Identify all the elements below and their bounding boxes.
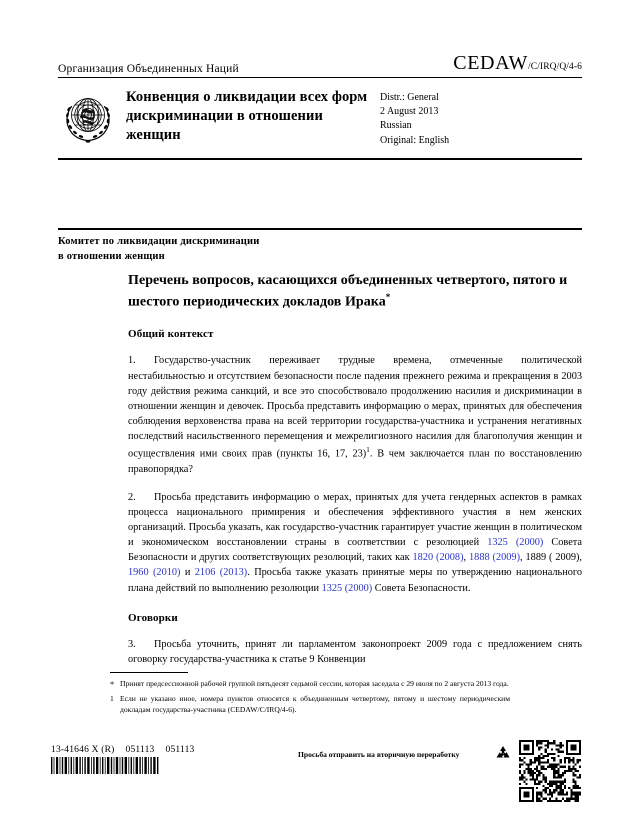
distribution-language: Russian: [380, 120, 412, 132]
masthead-rule-bottom: [58, 158, 582, 160]
footnote-marker: *: [110, 679, 115, 689]
resolution-link[interactable]: 1325 (2000): [487, 537, 544, 549]
convention-title: Конвенция о ликвидации всех форм дискриминации в отношении женщин: [126, 89, 368, 144]
footnote-list: [110, 678, 510, 718]
job-date-code-1: 051113: [125, 745, 155, 755]
page-title-text: Перечень вопросов, касающихся объединенных четвертого, пятого и шестого периодических докладов Ирака: [128, 273, 568, 310]
recycle-icon: [495, 745, 511, 761]
footnote-item: [110, 678, 510, 691]
distribution-type: Distr.: General: [380, 92, 439, 103]
job-number-suffix: X (R): [91, 745, 115, 755]
section-heading-general-context: Общий контекст: [128, 328, 214, 341]
paragraph-3: 3. Просьба уточнить, принят ли парламентом законопроект 2009 года с предложением снять оговорку государства-участника к статье 9 Конвенции: [128, 638, 582, 665]
distribution-date: 2 August 2013: [380, 106, 439, 118]
committee-name-line1: Комитет по ликвидации дискриминации: [58, 236, 260, 247]
distribution-original: Original: English: [380, 134, 450, 146]
footnote-reference[interactable]: 1: [366, 445, 370, 455]
footnote-text: Если не указано иное, номера пунктов относятся к объединенным четвертому, пятому и шестому периодическим докладам государства-участника (CEDAW/C/IRQ/4-6).: [120, 693, 510, 715]
qr-code: [519, 740, 581, 802]
document-symbol: [453, 52, 582, 75]
paragraph-number: 2.: [128, 491, 136, 503]
resolution-link[interactable]: 1325 (2000): [321, 582, 373, 594]
footnote-text: Принят предсессионной рабочей группой пятьдесят седьмой сессии, которая заседала с 29 июля по 2 августа 2013 года.: [120, 679, 509, 688]
paragraph-1: 1. Государство-участник переживает трудные времена, отмеченные политической нестабильностью и отсутствием безопасности после падения прежнего режима и прекращения в 2003 году действия режима санкций, и все это способствовало продолжению насилия и дискриминации в отношении женщин и девочек. Просьба представить информацию о мерах, принятых для обеспечения соблюдения верховенства права на всей территории государства-участника и устранения негативных последствий насильственного перемещения и межрелигиозного насилия для благополучия женщин и осуществления ими своих прав (пункты 16, 17, 23)$^1$. В чем заключается план по восстановлению правопорядка?: [128, 355, 582, 475]
resolution-link[interactable]: 1820 (2008): [412, 552, 464, 564]
masthead-top-row: [58, 52, 582, 77]
footnote-item: [110, 693, 510, 716]
footnote-marker: 1: [110, 693, 114, 703]
resolution-link[interactable]: 1960 (2010): [128, 567, 181, 579]
organization-name: Организация Объединенных Наций: [58, 63, 239, 75]
job-date-code-2: 051113: [165, 745, 195, 755]
committee-name: [58, 234, 582, 264]
page-title: [128, 272, 582, 312]
paragraph-number: 3.: [128, 638, 136, 650]
paragraph-number: 1.: [128, 355, 136, 367]
job-number: [51, 745, 195, 755]
job-number-value: 13-41646: [51, 745, 90, 755]
paragraph-2: 2. Просьба представить информацию о мерах, принятых для учета гендерных аспектов в рамках процесса национального примирения и обеспечения эффективного участия в нем женских организаций. Просьба указать, как государство-участник гарантирует участие женщин в политическом и экономическом восстановлении страны в соответствии с резолюцией 1325 (2000) Совета Безопасности и других соответствующих резолюций, таких как 1820 (2008), 1888 (2009), 1889 ( 2009), 1960 (2010) и 2106 (2013). Просьба также указать принятые меры по утверждению национального плана действий по выполнению резолюции 1325 (2000) Совета Безопасности.: [128, 491, 582, 594]
document-symbol-suffix: /C/IRQ/Q/4-6: [528, 62, 582, 72]
committee-name-line2: в отношении женщин: [58, 251, 165, 263]
distribution-block: [376, 87, 545, 148]
resolution-link[interactable]: 1888 (2009): [469, 552, 521, 564]
un-emblem: [58, 89, 118, 147]
resolution-link[interactable]: 2106 (2013): [194, 567, 248, 579]
masthead-body-row: [58, 78, 582, 148]
footnote-separator: [110, 672, 188, 673]
document-body: [128, 272, 582, 667]
masthead: [58, 52, 582, 160]
section-separator-rule: [58, 228, 582, 230]
section-heading-reservations: Оговорки: [128, 611, 178, 624]
recycle-notice: Просьба отправить на вторичную переработку: [298, 750, 460, 759]
barcode: [51, 757, 159, 774]
document-symbol-main: CEDAW: [453, 52, 529, 74]
page-title-footnote-mark: *: [385, 291, 391, 302]
